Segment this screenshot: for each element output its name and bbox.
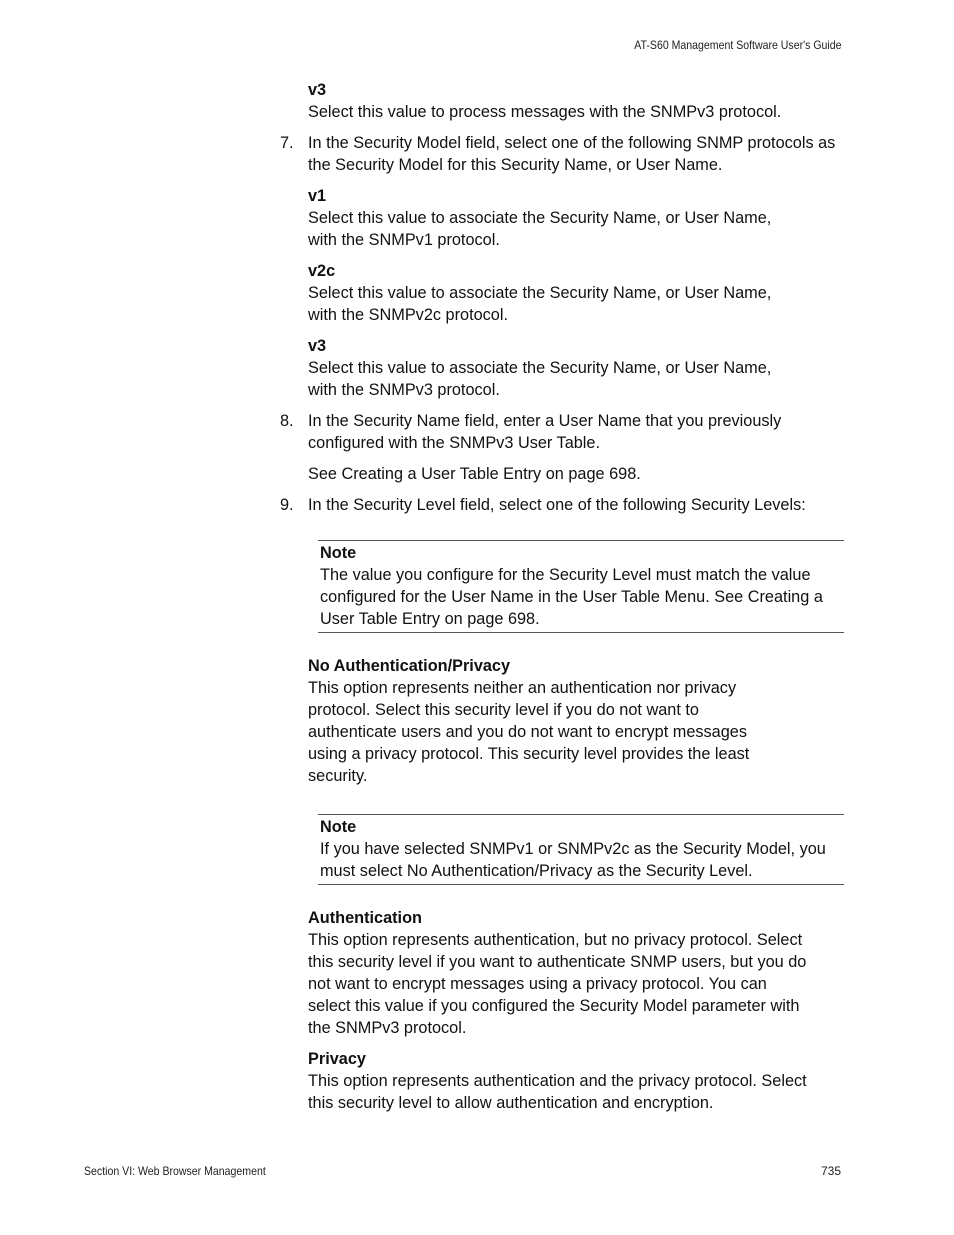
note-title: Note bbox=[320, 544, 357, 562]
option-v1 bbox=[308, 185, 798, 251]
level-term: Authentication bbox=[308, 909, 422, 927]
option-desc: Select this value to associate the Security Name, or User Name, with the SNMPv1 protocol. bbox=[308, 209, 772, 249]
running-header: AT-S60 Management Software User's Guide bbox=[634, 38, 842, 52]
option-v3-process bbox=[308, 79, 828, 123]
step-text: In the Security Model field, select one of the following SNMP protocols as the Security Model for this Security Name, or User Name. bbox=[308, 134, 836, 174]
level-authentication bbox=[308, 907, 810, 1039]
see-also-text: See Creating a User Table Entry on page 698. bbox=[308, 465, 641, 483]
note-title: Note bbox=[320, 818, 357, 836]
option-desc: Select this value to associate the Security Name, or User Name, with the SNMPv3 protocol. bbox=[308, 359, 772, 399]
step-number: 7. bbox=[280, 134, 294, 152]
step-9 bbox=[280, 494, 844, 516]
option-term: v1 bbox=[308, 187, 327, 205]
step-number: 9. bbox=[280, 496, 294, 514]
level-term: Privacy bbox=[308, 1050, 366, 1068]
option-v3 bbox=[308, 335, 798, 401]
note-box bbox=[318, 540, 844, 633]
page-body bbox=[280, 79, 844, 1123]
page-number: 735 bbox=[820, 1164, 841, 1178]
level-desc: This option represents authentication, but no privacy protocol. Select this security level if you want to authenticate SNMP users, but you do not want to encrypt messages using a privacy protocol. You can select this value if you configured the Security Model parameter with the SNMPv3 protocol. bbox=[308, 931, 807, 1037]
footer-section: Section VI: Web Browser Management bbox=[84, 1164, 266, 1178]
note-text: The value you configure for the Security Level must match the value configured for the User Name in the User Table Menu. See Creating a User Table Entry on page 698. bbox=[320, 566, 823, 628]
level-desc: This option represents authentication and the privacy protocol. Select this security level to allow authentication and encryption. bbox=[308, 1072, 807, 1112]
step-number: 8. bbox=[280, 412, 294, 430]
step-8 bbox=[280, 410, 844, 454]
level-term: No Authentication/Privacy bbox=[308, 657, 511, 675]
step-7 bbox=[280, 132, 844, 176]
option-term: v2c bbox=[308, 262, 336, 280]
level-desc: This option represents neither an authentication nor privacy protocol. Select this security level if you do not want to authenticate users and you do not want to encrypt messages using a privacy protocol. This security level provides the least security. bbox=[308, 679, 750, 785]
note-text: If you have selected SNMPv1 or SNMPv2c as the Security Model, you must select No Authentication/Privacy as the Security Level. bbox=[320, 840, 826, 880]
option-v2c bbox=[308, 260, 798, 326]
step-text: In the Security Name field, enter a User Name that you previously configured with the SNMPv3 User Table. bbox=[308, 412, 782, 452]
option-desc: Select this value to process messages with the SNMPv3 protocol. bbox=[308, 103, 782, 121]
option-term: v3 bbox=[308, 81, 327, 99]
level-no-auth bbox=[308, 655, 788, 787]
note-box bbox=[318, 814, 844, 885]
level-privacy bbox=[308, 1048, 810, 1114]
step-text: In the Security Level field, select one of the following Security Levels: bbox=[308, 496, 806, 514]
option-term: v3 bbox=[308, 337, 327, 355]
cross-reference bbox=[308, 463, 844, 485]
option-desc: Select this value to associate the Security Name, or User Name, with the SNMPv2c protocol. bbox=[308, 284, 772, 324]
